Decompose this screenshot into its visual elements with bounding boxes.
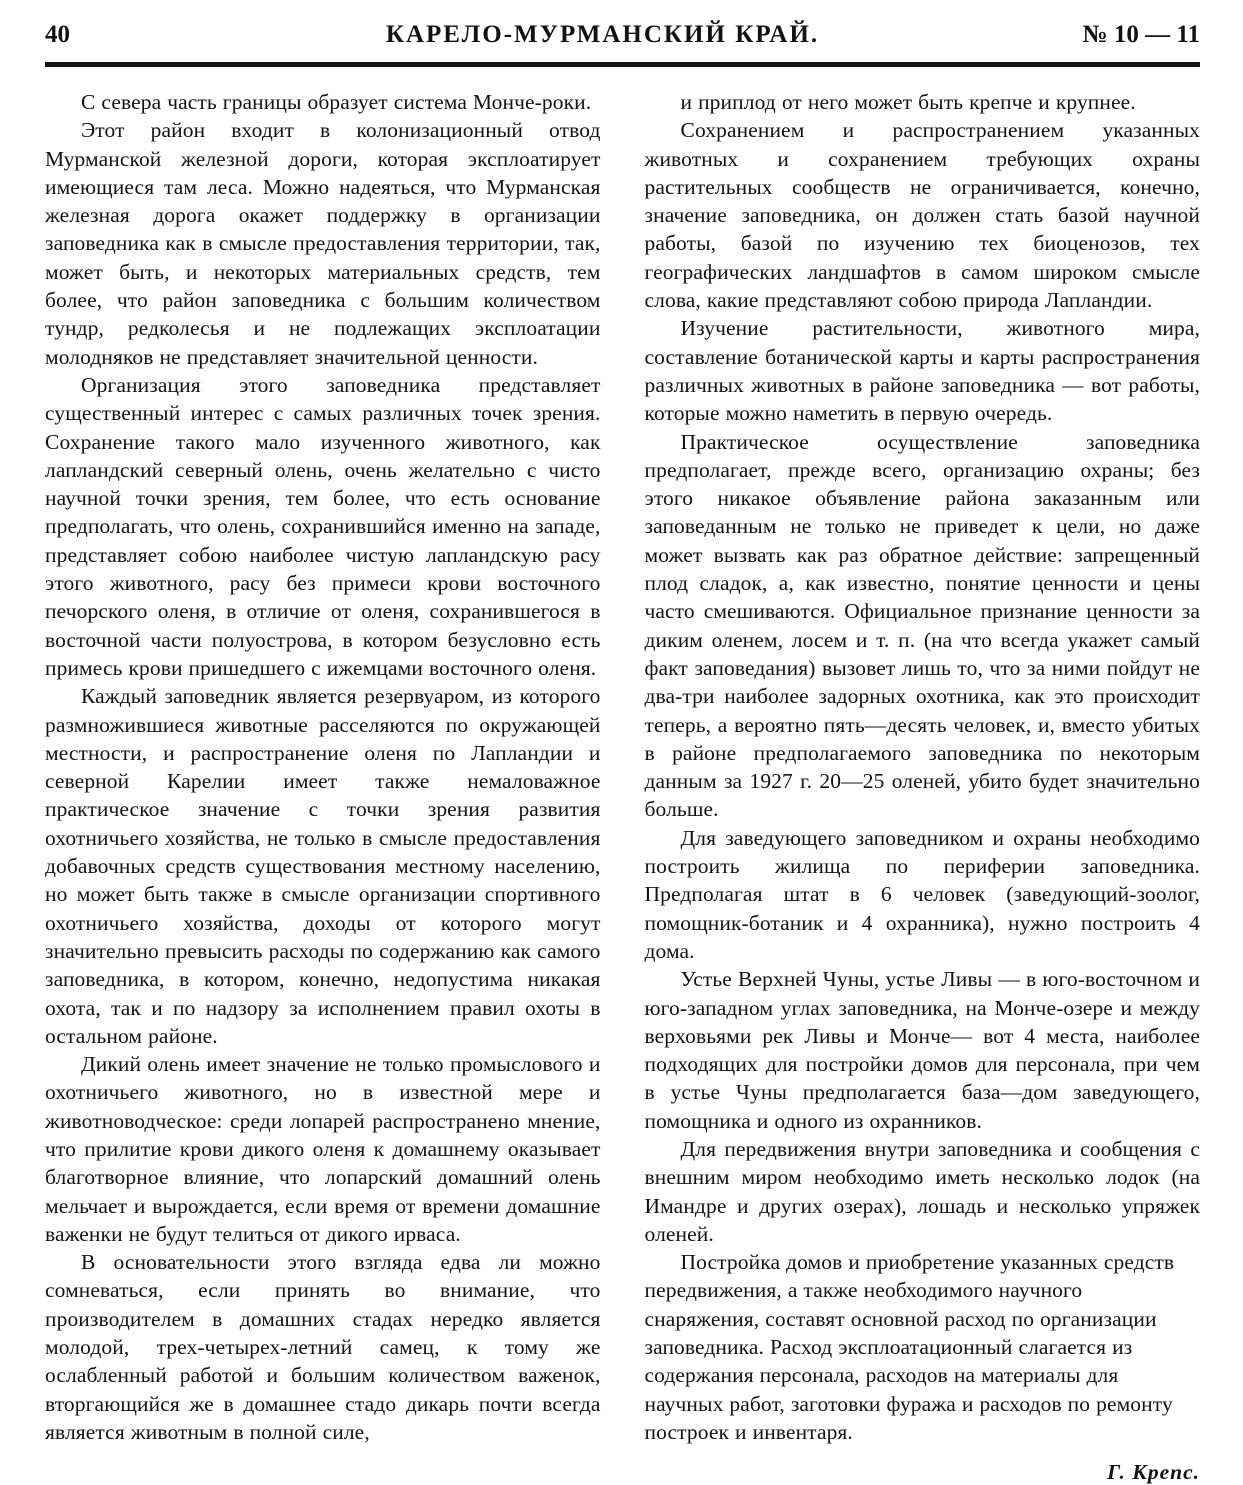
paragraph: Для заведующего заповедником и охраны необходимо построить жилища по периферии заповедника. Предполагая штат в 6 человек (заведующий-зоолог, помощник-ботаник и 4 охранника), нужно построить 4 дома. (644, 825, 1200, 963)
paragraph: Этот район входит в колонизационный отвод Мурманской железной дороги, которая эксплоатирует имеющиеся там леса. Можно надеяться, что Мурманская железная дорога окажет поддержку в организации заповедника как в смысле предоставления территории, так, может быть, и некоторых материальных средств, тем более, что район заповедника с большим количеством тундр, редколесья и не подлежащих эксплоатации молодняков не представляет значительной ценности. (45, 118, 601, 369)
running-head (45, 20, 1200, 60)
page-number: 40 (45, 21, 70, 48)
paragraph: Для передвижения внутри заповедника и сообщения с внешним миром необходимо иметь несколько лодок (на Имандре и других озерах), лошадь и несколько упряжек оленей. (644, 1136, 1200, 1246)
paragraph: Постройка домов и приобретение указанных средств передвижения, а также необходимого научного снаряжения, составят основной расход по организации заповедника. Расход эксплоатационный слагается из содержания персонала, расходов на материалы для научных работ, заготовки фуража и расходов по ремонту построек и инвентаря. (644, 1250, 1175, 1444)
paragraph: Дикий олень имеет значение не только промыслового и охотничьего животного, но в известной мере и животноводческое: среди лопарей распространено мнение, что прилитие крови дикого оленя к домашнему оказывает благотворное влияние, что лопарский домашний олень мельчает и вырождается, если время от времени домашние важенки не будут телиться от дикого ирваса. (45, 1052, 601, 1246)
issue-number: № 10 — 11 (1082, 21, 1200, 48)
paragraph: В основательности этого взгляда едва ли можно сомневаться, если принять во внимание, что производителем в домашних стадах нередко является молодой, трех-четырех-летний самец, к тому же ослабленный работой и большим количеством важенок, вторгающийся же в домашнее стадо дикарь почти всегда является животным в полной силе, (45, 1250, 601, 1444)
right-column (644, 88, 1201, 1485)
header-divider (45, 62, 1200, 67)
paragraph: и приплод от него может быть крепче и крупнее. (680, 90, 1136, 114)
author-signature: Г. Крепс. (1107, 1460, 1200, 1485)
body-columns (45, 88, 1200, 1485)
paragraph: Изучение растительности, животного мира, составление ботанической карты и карты распространения различных животных в районе заповедника — вот работы, которые можно наметить в первую очередь. (644, 316, 1200, 426)
paragraph: С севера часть границы образует система Монче-роки. (81, 90, 592, 114)
paragraph: Устье Верхней Чуны, устье Ливы — в юго-восточном и юго-западном углах заповедника, на Монче-озере и между верховьями рек Ливы и Монче— вот 4 места, наиболее подходящих для постройки домов для персонала, при чем в устье Чуны предполагается база—дом заведующего, помощника и одного из охранников. (644, 967, 1200, 1133)
journal-title: КАРЕЛО-МУРМАНСКИЙ КРАЙ. (385, 21, 820, 48)
left-column (45, 88, 601, 1444)
paragraph: Каждый заповедник является резервуаром, из которого размножившиеся животные расселяются по окружающей местности, и распространение оленя по Лапландии и северной Карелии имеет также немаловажное практическое значение с точки зрения развития охотничьего хозяйства, не только в смысле предоставления добавочных средств существования местному населению, но может быть также в смысле организации спортивного охотничьего хозяйства, доходы от которого могут значительно превысить расходы по содержанию как самого заповедника, в котором, конечно, недопустима никакая охота, так и по надзору за исполнением правил охоты в остальном районе. (45, 684, 601, 1048)
paragraph: Организация этого заповедника представляет существенный интерес с самых различных точек зрения. Сохранение такого мало изученного животного, как лапландский северный олень, очень желательно с чисто научной точки зрения, тем более, что есть основание предполагать, что олень, сохранившийся именно на западе, представляет собою наиболее чистую лапландскую расу этого животного, расу без примеси крови восточного печорского оленя, в отличие от оленя, сохранившегося в восточной части полуострова, в котором безусловно есть примесь крови пришедшего с ижемцами восточного оленя. (45, 372, 601, 680)
paragraph: Практическое осуществление заповедника предполагает, прежде всего, организацию охраны; без этого никакое объявление района заказанным или заповеданным не только не приведет к цели, но даже может вызвать как раз обратное действие: запрещенный плод сладок, а, как известно, понятие ценности и цены часто смешиваются. Официальное признание ценности за диким оленем, лосем и т. п. (на что всегда укажет самый факт заповедания) вызовет лишь то, что за ними пойдут не два-три наиболее задорных охотника, как это происходит теперь, а вероятно пять—десять человек, и, вместо убитых в районе предполагаемого заповедника по некоторым данным за 1927 г. 20—25 оленей, убито будет значительно больше. (644, 429, 1200, 822)
paragraph: Сохранением и распространением указанных животных и сохранением требующих охраны растительных сообществ не ограничивается, конечно, значение заповедника, он должен стать базой научной работы, базой по изучению тех биоценозов, тех географических ландшафтов в самом широком смысле слова, какие представляют собою природа Лапландии. (644, 118, 1200, 313)
